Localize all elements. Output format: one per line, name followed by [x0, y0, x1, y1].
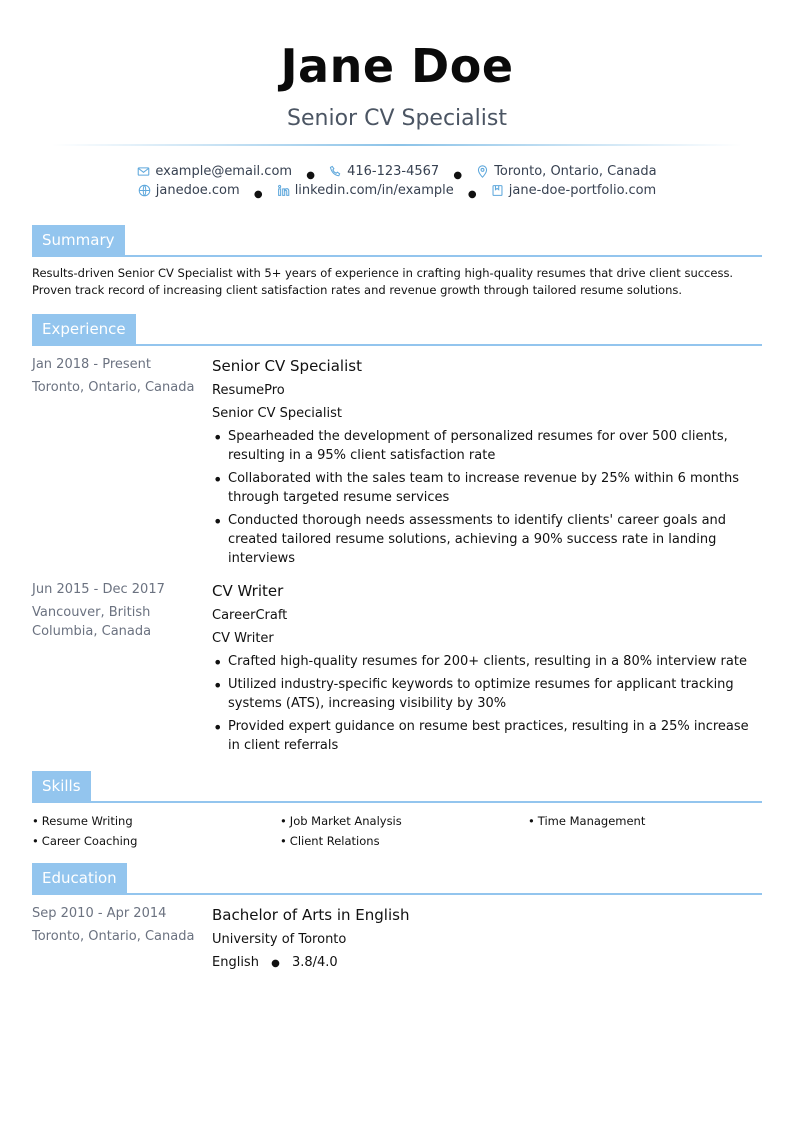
- experience-header: [32, 314, 762, 346]
- section-rule: [32, 255, 762, 257]
- phone-text: 416-123-4567: [347, 164, 440, 179]
- experience-entry: [32, 580, 762, 755]
- highlight-item: • Collaborated with the sales team to increase revenue by 25% within 6 months through targeted resume services: [212, 469, 762, 507]
- bookmark-icon: [491, 184, 504, 197]
- skill-item: • Job Market Analysis: [280, 811, 528, 831]
- education-score: 3.8/4.0: [291, 955, 338, 970]
- experience-section: [32, 314, 762, 755]
- education-entry: [32, 904, 762, 972]
- highlight-item: • Utilized industry-specific keywords to optimize resumes for applicant tracking systems (ATS), increasing visibility by 30%: [212, 675, 762, 713]
- separator-dot: ●: [271, 958, 280, 969]
- website-contact[interactable]: [138, 181, 240, 200]
- highlight-item: • Provided expert guidance on resume best practices, resulting in a 25% increase in client referrals: [212, 717, 762, 755]
- entry-role: Senior CV Specialist: [212, 406, 342, 421]
- entry-highlights: [212, 427, 762, 568]
- highlight-item: • Spearheaded the development of personalized resumes for over 500 clients, resulting in a 95% client satisfaction rate: [212, 427, 762, 465]
- website-text: janedoe.com: [155, 183, 240, 198]
- skills-list: [32, 811, 762, 851]
- section-rule: [32, 801, 762, 803]
- section-title: Experience: [32, 314, 136, 344]
- entry-highlights: [212, 652, 762, 755]
- separator-dot: ●: [467, 189, 477, 200]
- skill-item: • Client Relations: [280, 831, 528, 851]
- entry-position: Senior CV Specialist: [212, 357, 362, 375]
- map-pin-icon: [476, 165, 489, 178]
- separator-dot: ●: [253, 189, 263, 200]
- entry-position: CV Writer: [212, 582, 284, 600]
- education-header: [32, 863, 762, 895]
- phone-contact[interactable]: [329, 162, 439, 181]
- entry-meta: [32, 355, 202, 397]
- skills-section: [32, 771, 762, 851]
- globe-icon: [138, 184, 151, 197]
- experience-entry: [32, 355, 762, 568]
- location-contact: [476, 162, 656, 181]
- entry-location: Vancouver, British Columbia, Canada: [32, 605, 152, 639]
- section-title: Skills: [32, 771, 91, 801]
- entry-body: [212, 355, 762, 568]
- section-title: Education: [32, 863, 127, 893]
- linkedin-contact[interactable]: [277, 181, 454, 200]
- location-text: Toronto, Ontario, Canada: [494, 164, 657, 179]
- education-meta: [212, 953, 762, 972]
- entry-location: Toronto, Ontario, Canada: [32, 380, 195, 395]
- summary-header: [32, 225, 762, 257]
- contact-row-2: [32, 181, 762, 200]
- summary-text: Results-driven Senior CV Specialist with 5+ years of experience in crafting high-quality resumes that drive client success. Proven track record of increasing client satisfaction rates and revenue growth through tailored resume solutions.: [32, 266, 734, 297]
- section-rule: [32, 344, 762, 346]
- candidate-name: Jane Doe: [280, 39, 514, 93]
- skill-item: • Resume Writing: [32, 811, 280, 831]
- summary-section: [32, 225, 762, 299]
- candidate-headline: Senior CV Specialist: [287, 106, 507, 131]
- entry-meta: [32, 904, 202, 946]
- education-degree: Bachelor of Arts in English: [212, 906, 410, 924]
- entry-company: ResumePro: [212, 383, 285, 398]
- section-rule: [32, 893, 762, 895]
- entry-location: Toronto, Ontario, Canada: [32, 929, 195, 944]
- separator-dot: ●: [453, 170, 463, 181]
- education-institution: University of Toronto: [212, 932, 347, 947]
- entry-date: Jun 2015 - Dec 2017: [32, 582, 165, 597]
- skill-item: • Time Management: [528, 811, 762, 831]
- linkedin-icon: [277, 184, 290, 197]
- education-section: [32, 863, 762, 972]
- section-title: Summary: [32, 225, 125, 255]
- contact-row-1: [32, 162, 762, 181]
- entry-body: [212, 580, 762, 755]
- phone-icon: [329, 165, 342, 178]
- email-contact[interactable]: [137, 162, 292, 181]
- header-divider: [52, 144, 742, 146]
- separator-dot: ●: [306, 170, 315, 181]
- entry-meta: [32, 580, 202, 641]
- email-text: example@email.com: [155, 164, 293, 179]
- linkedin-text: linkedin.com/in/example: [294, 183, 454, 198]
- entry-company: CareerCraft: [212, 608, 288, 623]
- education-area: English: [212, 955, 259, 970]
- entry-date: Jan 2018 - Present: [32, 357, 151, 372]
- entry-date: Sep 2010 - Apr 2014: [32, 906, 167, 921]
- skills-header: [32, 771, 762, 803]
- entry-body: [212, 904, 762, 972]
- mail-icon: [137, 165, 150, 178]
- highlight-item: • Crafted high-quality resumes for 200+ clients, resulting in a 80% interview rate: [212, 652, 762, 671]
- portfolio-contact[interactable]: [491, 181, 656, 200]
- entry-role: CV Writer: [212, 631, 274, 646]
- highlight-item: • Conducted thorough needs assessments to identify clients' career goals and created tailored resume solutions, achieving a 90% success rate in landing interviews: [212, 511, 762, 568]
- portfolio-text: jane-doe-portfolio.com: [508, 183, 657, 198]
- skill-item: • Career Coaching: [32, 831, 280, 851]
- resume-page: [32, 0, 762, 972]
